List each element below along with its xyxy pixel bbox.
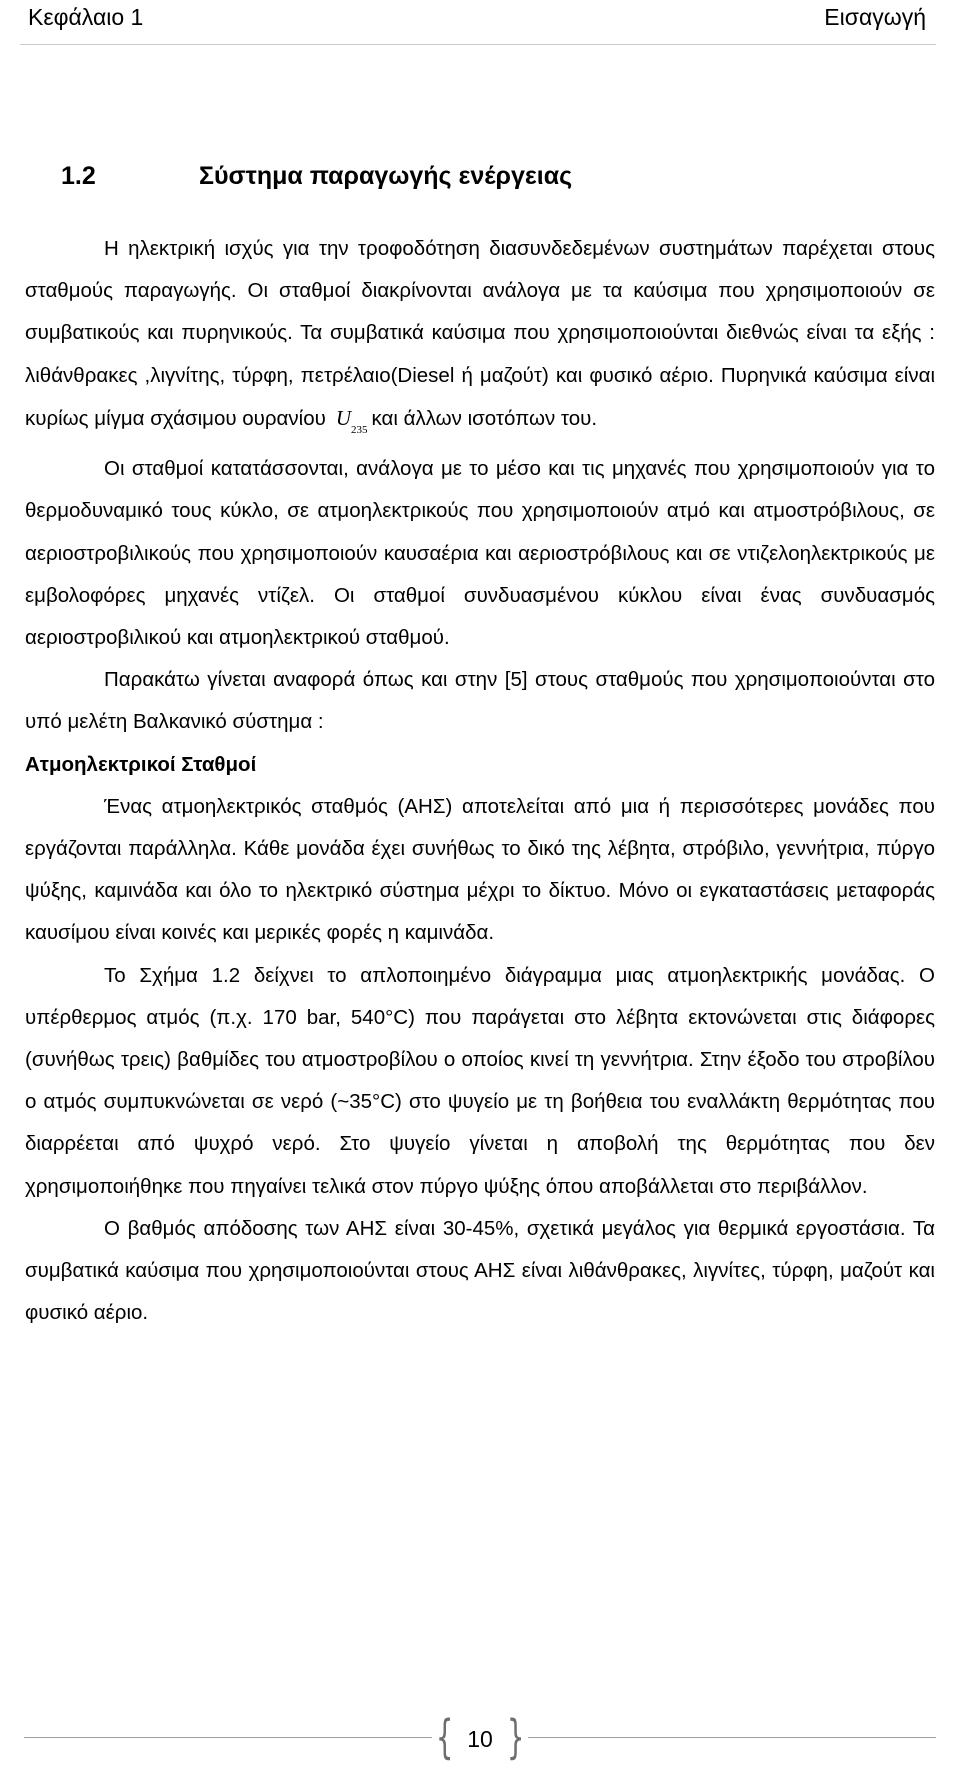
chapter-label: Κεφάλαιο 1 (28, 4, 144, 30)
paragraph-classification: Οι σταθμοί κατατάσσονται, ανάλογα με το μέσο και τις μηχανές που χρησιμοποιούν για το θερμοδυναμικό τους κύκλο, σε ατμοηλεκτρικούς που χρησιμοποιούν ατμό και ατμοστρόβιλους, σε αεριοστροβιλικούς που χρησιμοποιούν καυσαέρια και αεριοστρόβιλους και σε ντιζελοηλεκτρικούς με εμβολοφόρες μηχανές ντίζελ. Οι σταθμοί συνδυασμένου κύκλου είναι ένας συνδυασμός αεριοστροβιλικού και ατμοηλεκτρικού σταθμού. (25, 457, 935, 650)
paragraph-intro-end: και άλλων ισοτόπων του. (371, 406, 598, 430)
uranium-isotope (335, 405, 368, 436)
paragraph-diagram: Το Σχήμα 1.2 δείχνει το απλοποιημένο διάγραμμα μιας ατμοηλεκτρικής μονάδας. Ο υπέρθερμος ατμός (π.χ. 170 bar, 540°C) που παράγεται στο λέβητα εκτονώνεται στις διάφορες (συνήθως τρεις) βαθμίδες του ατμοστροβίλου ο οποίος κινεί τη γεννήτρια. Στην έξοδο του στροβίλου ο ατμός συμπυκνώνεται σε νερό (~35°C) στο ψυγείο με τη βοήθεια του εναλλάκτη θερμότητας που διαρρέεται από ψυχρό νερό. Στο ψυγείο γίνεται η αποβολή της θερμότητας που δεν χρησιμοποιήθηκε που πηγαίνει τελικά στον πύργο ψύξης όπου αποβάλλεται στο περιβάλλον. (25, 963, 935, 1198)
page-number: 10 (467, 1726, 493, 1752)
paragraph-units: Ένας ατμοηλεκτρικός σταθμός (ΑΗΣ) αποτελείται από μια ή περισσότερες μονάδες που εργάζονται παράλληλα. Κάθε μονάδα έχει συνήθως το δικό της λέβητα, στρόβιλο, γεννήτρια, πύργο ψύξης, καμινάδα και όλο το ηλεκτρικό σύστημα μέχρι το δίκτυο. Μόνο οι εγκαταστάσεις μεταφοράς καυσίμου είναι κοινές και μερικές φορές η καμινάδα. (25, 794, 935, 945)
paragraph-intro (25, 228, 935, 448)
isotope-symbol: U (335, 405, 351, 430)
paragraph-intro-text: Η ηλεκτρική ισχύς για την τροφοδότηση διασυνδεδεμένων συστημάτων παρέχεται στους σταθμούς παραγωγής. Οι σταθμοί διακρίνονται ανάλογα με τα καύσιμα που χρησιμοποιούν σε συμβατικούς και πυρηνικούς. Τα συμβατικά καύσιμα που χρησιμοποιούνται διεθνώς είναι τα εξής : λιθάνθρακες ,λιγνίτης, τύρφη, πετρέλαιο(Diesel ή μαζούτ) και φυσικό αέριο. Πυρηνικά καύσιμα είναι κυρίως μίγμα σχάσιμου ουρανίου (25, 237, 935, 430)
paragraph-reference: Παρακάτω γίνεται αναφορά όπως και στην [5] στους σταθμούς που χρησιμοποιούνται στο υπό μελέτη Βαλκανικό σύστημα : (25, 668, 935, 734)
section-title: Σύστημα παραγωγής ενέργειας (199, 162, 573, 190)
page-number-box (432, 1710, 528, 1764)
running-header (20, 0, 936, 45)
right-brace-icon: } (506, 1710, 525, 1764)
section-number: 1.2 (61, 162, 96, 190)
subheading-thermal-stations: Ατμοηλεκτρικοί Σταθμοί (25, 752, 257, 776)
section-heading (61, 160, 572, 192)
isotope-mass: 235 (351, 424, 368, 436)
left-brace-icon: { (435, 1710, 454, 1764)
body-text (25, 228, 935, 1334)
page-footer (0, 1710, 960, 1764)
section-label: Εισαγωγή (824, 4, 926, 30)
paragraph-efficiency: Ο βαθμός απόδοσης των ΑΗΣ είναι 30-45%, σχετικά μεγάλος για θερμικά εργοστάσια. Τα συμβατικά καύσιμα που χρησιμοποιούνται στους ΑΗΣ είναι λιθάνθρακες, λιγνίτες, τύρφη, μαζούτ και φυσικό αέριο. (25, 1216, 935, 1325)
